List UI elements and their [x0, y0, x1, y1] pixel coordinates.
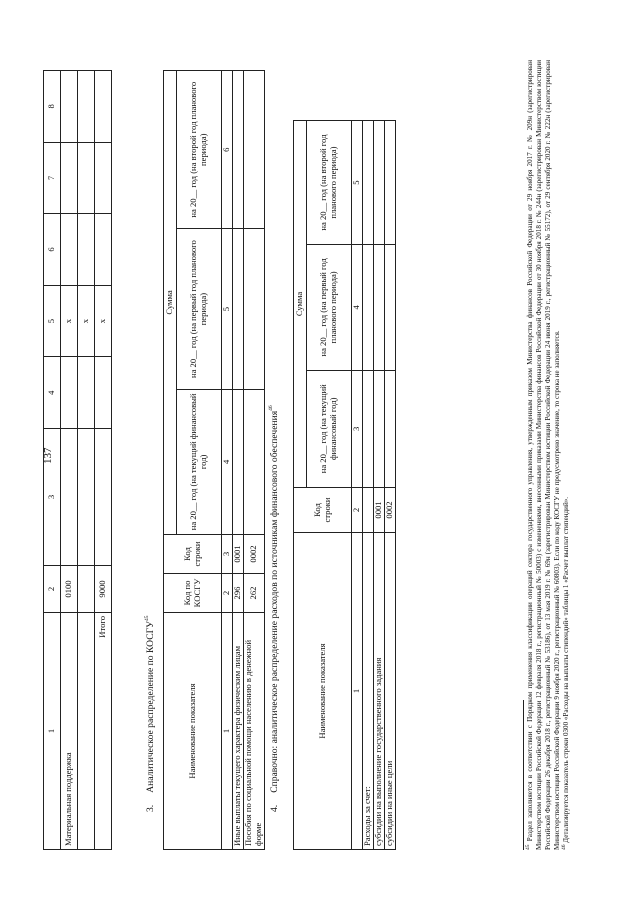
footnote-mark: 46: [561, 844, 568, 850]
header-cell: 4: [44, 357, 61, 429]
section-number: 4.: [269, 804, 280, 812]
row-name: субсидии на выполнение государственного задания: [373, 533, 384, 850]
footnotes: [526, 60, 571, 850]
row-x-mark: x: [61, 285, 78, 357]
col-header: на 20__ год (на второй год планового периода): [307, 121, 352, 245]
col-header: на 20__ год (на текущий финансовый год): [307, 370, 352, 487]
col-header: Код строки: [164, 535, 222, 574]
table-header-row: [294, 121, 307, 850]
col-header: Сумма: [294, 121, 307, 488]
footnote-text: Детализируется показатель строки 0300 «Расходы на выплаты стипендий» таблицы 1 «Расчет выплат стипендий».: [562, 496, 571, 843]
table-row: [362, 121, 373, 850]
row-code: 0002: [243, 535, 264, 574]
col-number: 2: [222, 574, 233, 613]
col-number: 1: [222, 613, 233, 850]
page-number: 137: [42, 447, 54, 464]
col-number: 1: [352, 533, 363, 850]
table-row: [243, 71, 264, 850]
row-code: 0001: [373, 488, 384, 533]
section-4-heading: [269, 405, 280, 812]
header-cell: 1: [44, 613, 61, 850]
col-number: 2: [352, 488, 363, 533]
footnote-mark: 45: [525, 844, 531, 850]
col-number: 4: [352, 245, 363, 370]
column-number-row: [352, 121, 363, 850]
row-kosgu: 296: [232, 574, 243, 613]
row-name: Материальная поддержка: [61, 613, 78, 850]
row-code: 0002: [384, 488, 395, 533]
col-header: на 20__ год (на второй год планового периода): [177, 71, 222, 229]
table-row: [78, 71, 95, 850]
table-row: [384, 121, 395, 850]
row-name: Пособия по социальной помощи населению в денежной форме: [243, 613, 264, 850]
col-header: на 20__ год (на первый год планового периода): [307, 245, 352, 370]
header-cell: 3: [44, 429, 61, 566]
footnote-ref: 46: [268, 405, 274, 411]
table-row: [61, 71, 78, 850]
row-name: [78, 613, 95, 850]
row-name: Иные выплаты текущего характера физическим лицам: [232, 613, 243, 850]
table-row: [232, 71, 243, 850]
column-number-row: [222, 71, 233, 850]
row-name: Расходы за счет:: [362, 533, 373, 850]
table-header-row: [164, 71, 177, 850]
row-kosgu: 262: [243, 574, 264, 613]
header-cell: 6: [44, 214, 61, 286]
footnote-45: [526, 60, 562, 850]
header-cell: 8: [44, 71, 61, 143]
header-cell: 2: [44, 566, 61, 613]
row-x-mark: x: [95, 285, 112, 357]
col-header: Наименование показателя: [164, 613, 222, 850]
funding-sources-table: [293, 120, 396, 850]
footnote-ref: 45: [144, 615, 150, 622]
col-number: 3: [352, 370, 363, 487]
col-header: Код строки: [294, 488, 352, 533]
row-x-mark: x: [78, 285, 95, 357]
table-total-row: [95, 71, 112, 850]
section-3-heading: [145, 616, 156, 812]
row-code: 9000: [95, 566, 112, 613]
section-title: Справочно: аналитическое распределение расходов по источникам финансового обеспечения: [269, 410, 280, 793]
col-header: на 20__ год (на текущий финансовый год): [177, 389, 222, 534]
header-cell: 5: [44, 285, 61, 357]
row-code: 0001: [232, 535, 243, 574]
row-name: субсидии на иные цели: [384, 533, 395, 850]
col-header: Сумма: [164, 71, 177, 535]
footnote-separator: [523, 700, 524, 850]
section-title: Аналитическое распределение по КОСГУ: [145, 621, 156, 793]
col-number: 6: [222, 71, 233, 229]
table-row: [373, 121, 384, 850]
col-number: 4: [222, 389, 233, 534]
row-code: [78, 566, 95, 613]
col-header: Наименование показателя: [294, 533, 352, 850]
total-label: Итого: [95, 613, 112, 850]
section-number: 3.: [145, 804, 156, 812]
col-header: Код по КОСГУ: [164, 574, 222, 613]
col-header: на 20__ год (на первый год планового периода): [177, 229, 222, 389]
row-code: [362, 488, 373, 533]
col-number: 3: [222, 535, 233, 574]
col-number: 5: [352, 121, 363, 245]
kosgu-table: [163, 70, 265, 850]
footnote-46: [562, 60, 571, 850]
rotated-document-page: [35, 32, 605, 872]
col-number: 5: [222, 229, 233, 389]
footnote-text: Раздел заполняется в соответствии с Порядком применения классификации операций сектора государственного управления, утвержденным приказом Министерства финансов Российской Федерации от 29 ноября 2017 г. № 209н (зарегистрирован Министерством юстиции Российской Федерации 12 февраля 2018 г., регистрационный № 50003) с изменениями, внесенными приказами Министерства финансов Российской Федерации от 30 ноября 2018 г. № 244н (зарегистрирован Министерством юстиции Российской Федерации 26 декабря 2018 г., регистрационный № 53186), от 13 мая 2019 г. № 69н (зарегистрирован Министерством юстиции Российской Федерации 24 июня 2019 г., регистрационный № 55172), от 29 сентября 2020 г. № 222н (зарегистрирован Министерством юстиции Российской Федерации 9 ноября 2020 г., регистрационный № 60803). Если по коду КОСГУ не предусмотрено значение, то строка не заполняется.: [526, 60, 562, 850]
row-code: 0100: [61, 566, 78, 613]
header-cell: 7: [44, 142, 61, 214]
